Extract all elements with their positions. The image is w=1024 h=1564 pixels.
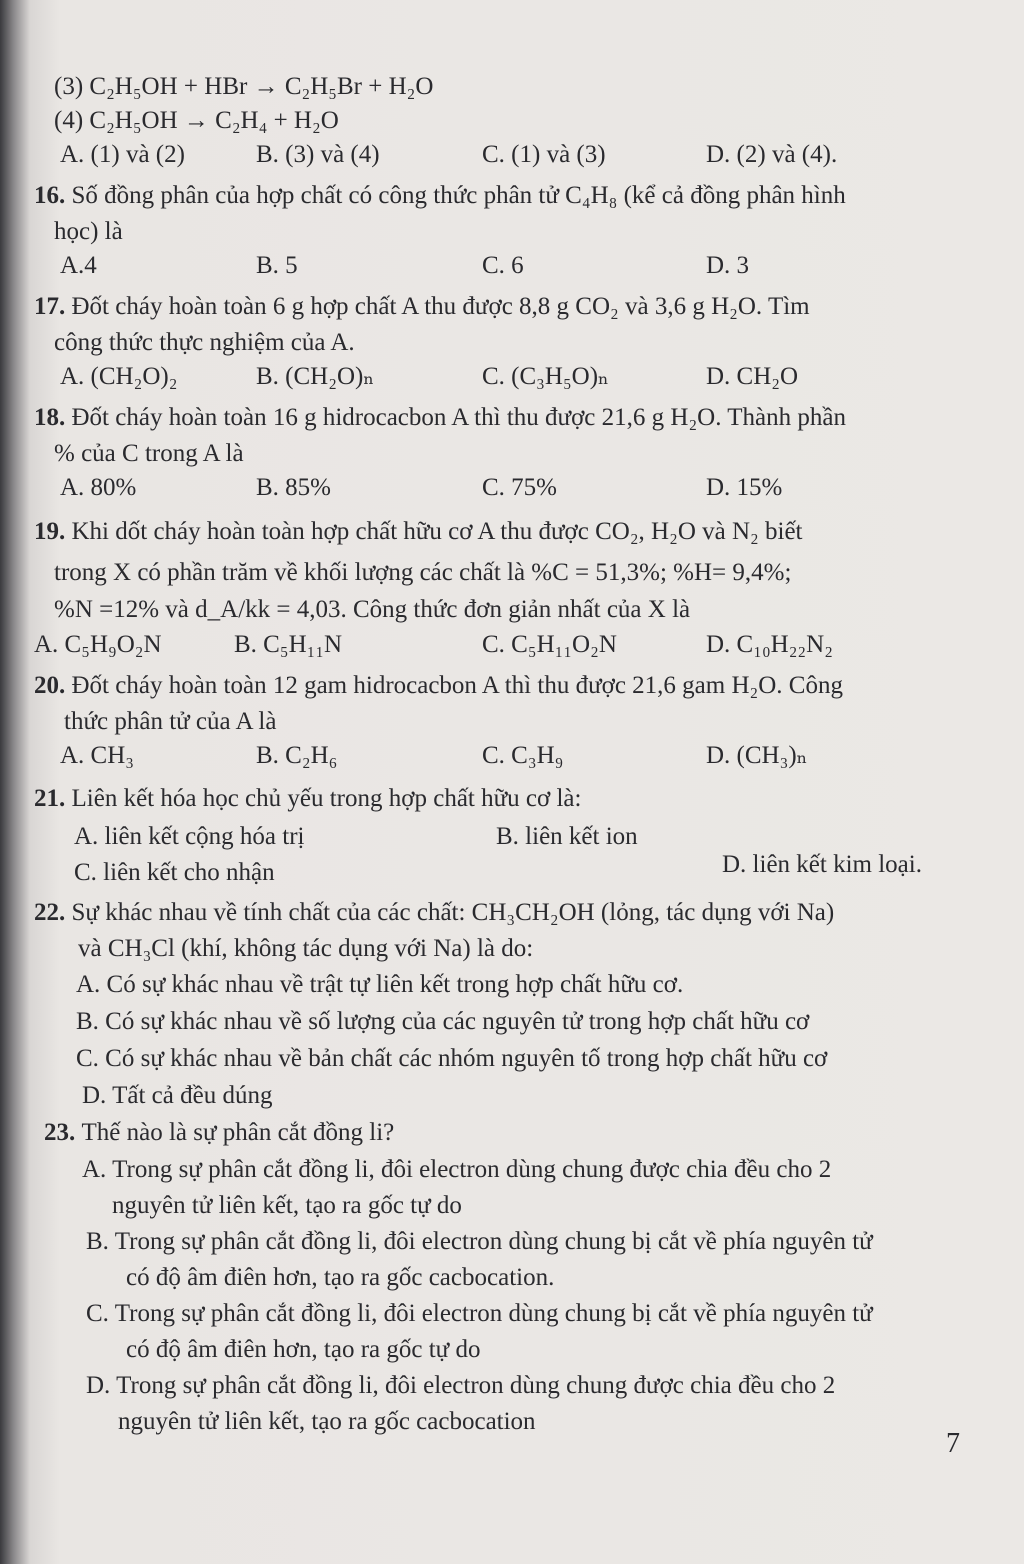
q23-option-d-line-1[interactable]: D. Trong sự phân cắt đồng li, đôi electron dùng chung được chia đều cho 2	[86, 1372, 836, 1399]
q23-option-d-line-2[interactable]: nguyên tử liên kết, tạo ra gốc cacbocation	[118, 1408, 536, 1435]
q23-stem	[34, 1114, 952, 1152]
q22-option-a[interactable]: A. Có sự khác nhau về trật tự liên kết trong hợp chất hữu cơ.	[76, 971, 684, 998]
q20-option-a[interactable]: A. CH₃	[60, 742, 134, 769]
q19-text-2: trong X có phần trăm về khối lượng các chất là %C = 51,3%; %H= 9,4%;	[54, 559, 792, 586]
q23-option-c-line-2[interactable]: có độ âm điên hơn, tạo ra gốc tự do	[126, 1336, 481, 1363]
q21-option-b[interactable]: B. liên kết ion	[496, 823, 638, 850]
q15-options	[34, 138, 952, 175]
q23-text: Thế nào là sự phân cắt đồng li?	[81, 1119, 395, 1146]
q23-option-b-line-2[interactable]: có độ âm điên hơn, tạo ra gốc cacbocation.	[126, 1264, 555, 1291]
q15-equation-4: (4) C₂H₅OH → C₂H₄ + H₂O	[54, 107, 339, 134]
q22-option-d[interactable]: D. Tất cả đều dúng	[82, 1082, 273, 1109]
q21-option-d[interactable]: D. liên kết kim loại.	[722, 851, 922, 878]
q15-option-a[interactable]: A. (1) và (2)	[60, 141, 185, 168]
q17-text-2: công thức thực nghiệm của A.	[54, 329, 355, 356]
q17-number: 17.	[34, 293, 66, 320]
q19-text-3: %N =12% và d_A/kk = 4,03. Công thức đơn giản nhất của X là	[54, 596, 691, 623]
q20-option-c[interactable]: C. C₃H₉	[482, 742, 564, 769]
q17-text-1: Đốt cháy hoàn toàn 6 g hợp chất A thu được 8,8 g CO₂ và 3,6 g H₂O. Tìm	[71, 293, 810, 320]
q16-option-c[interactable]: C. 6	[482, 252, 524, 279]
q19-option-c[interactable]: C. C₅H₁₁O₂N	[482, 631, 617, 658]
q16-options	[34, 249, 952, 286]
q18-option-b[interactable]: B. 85%	[256, 474, 331, 501]
q17-option-d[interactable]: D. CH₂O	[706, 363, 799, 390]
q23-option-a-line-2[interactable]: nguyên tử liên kết, tạo ra gốc tự do	[112, 1192, 462, 1219]
q23-option-b-line-1[interactable]: B. Trong sự phân cắt đồng li, đôi electron dùng chung bị cắt về phía nguyên tử	[86, 1228, 873, 1255]
q17-option-b[interactable]: B. (CH₂O)ₙ	[256, 363, 375, 390]
q16-number: 16.	[34, 182, 66, 209]
q20-text-2: thức phân tử của A là	[64, 708, 277, 735]
q20-option-b[interactable]: B. C₂H₆	[256, 742, 338, 769]
q23-number: 23.	[44, 1119, 76, 1146]
page-content	[34, 70, 952, 1440]
page-number: 7	[946, 1428, 960, 1459]
q22-stem	[34, 894, 952, 932]
q17-option-a[interactable]: A. (CH₂O)₂	[60, 363, 178, 390]
q20-stem	[34, 667, 952, 705]
q16-option-b[interactable]: B. 5	[256, 252, 298, 279]
q20-options	[34, 739, 952, 776]
q21-option-c[interactable]: C. liên kết cho nhận	[74, 859, 275, 886]
q16-stem	[34, 177, 952, 215]
q21-stem	[34, 778, 952, 820]
q21-options-row-2	[34, 851, 952, 892]
q20-option-d[interactable]: D. (CH₃)ₙ	[706, 742, 808, 769]
q15-option-d[interactable]: D. (2) và (4).	[706, 141, 838, 168]
q21-text: Liên kết hóa học chủ yếu trong hợp chất hữu cơ là:	[71, 785, 582, 812]
q17-stem	[34, 288, 952, 326]
q20-number: 20.	[34, 672, 66, 699]
q16-text-1: Số đồng phân của hợp chất có công thức phân tử C₄H₈ (kể cả đồng phân hình	[71, 182, 846, 209]
q19-option-b[interactable]: B. C₅H₁₁N	[234, 631, 343, 658]
q18-stem	[34, 399, 952, 437]
q23-option-a-line-1[interactable]: A. Trong sự phân cắt đồng li, đôi electron dùng chung được chia đều cho 2	[82, 1156, 832, 1183]
q22-text-2: và CH₃Cl (khí, không tác dụng với Na) là do:	[78, 935, 534, 962]
q19-option-d[interactable]: D. C₁₀H₂₂N₂	[706, 631, 833, 658]
q18-text-2: % của C trong A là	[54, 440, 244, 467]
q18-option-a[interactable]: A. 80%	[60, 474, 137, 501]
q18-option-c[interactable]: C. 75%	[482, 474, 557, 501]
q18-option-d[interactable]: D. 15%	[706, 474, 783, 501]
q19-number: 19.	[34, 518, 66, 545]
q17-option-c[interactable]: C. (C₃H₅O)ₙ	[482, 363, 609, 390]
q17-options	[34, 360, 952, 397]
q15-equation-3: (3) C₂H₅OH + HBr → C₂H₅Br + H₂O	[54, 73, 434, 100]
q19-stem	[34, 510, 952, 554]
q20-text-1: Đốt cháy hoàn toàn 12 gam hidrocacbon A thì thu được 21,6 gam H₂O. Công	[71, 672, 843, 699]
q21-option-a[interactable]: A. liên kết cộng hóa trị	[74, 823, 305, 850]
q16-text-2: học) là	[54, 218, 123, 245]
q22-text-1: Sự khác nhau về tính chất của các chất: CH₃CH₂OH (lỏng, tác dụng với Na)	[71, 899, 835, 926]
q22-option-c[interactable]: C. Có sự khác nhau về bản chất các nhóm nguyên tố trong hợp chất hữu cơ	[76, 1045, 828, 1072]
q15-option-c[interactable]: C. (1) và (3)	[482, 141, 606, 168]
q21-number: 21.	[34, 785, 66, 812]
q22-number: 22.	[34, 899, 66, 926]
q22-option-b[interactable]: B. Có sự khác nhau về số lượng của các nguyên tử trong hợp chất hữu cơ	[76, 1008, 810, 1035]
q15-option-b[interactable]: B. (3) và (4)	[256, 141, 380, 168]
q19-option-a[interactable]: A. C₅H₉O₂N	[34, 631, 162, 658]
q18-number: 18.	[34, 404, 66, 431]
q18-options	[34, 471, 952, 508]
q23-option-c-line-1[interactable]: C. Trong sự phân cắt đồng li, đôi electron dùng chung bị cắt về phía nguyên tử	[86, 1300, 873, 1327]
q19-text-1: Khi dốt cháy hoàn toàn hợp chất hữu cơ A thu được CO₂, H₂O và N₂ biết	[71, 518, 803, 545]
q18-text-1: Đốt cháy hoàn toàn 16 g hidrocacbon A thì thu được 21,6 g H₂O. Thành phần	[71, 404, 846, 431]
q16-option-a[interactable]: A.4	[60, 252, 97, 279]
q19-options	[34, 628, 952, 665]
q16-option-d[interactable]: D. 3	[706, 252, 750, 279]
